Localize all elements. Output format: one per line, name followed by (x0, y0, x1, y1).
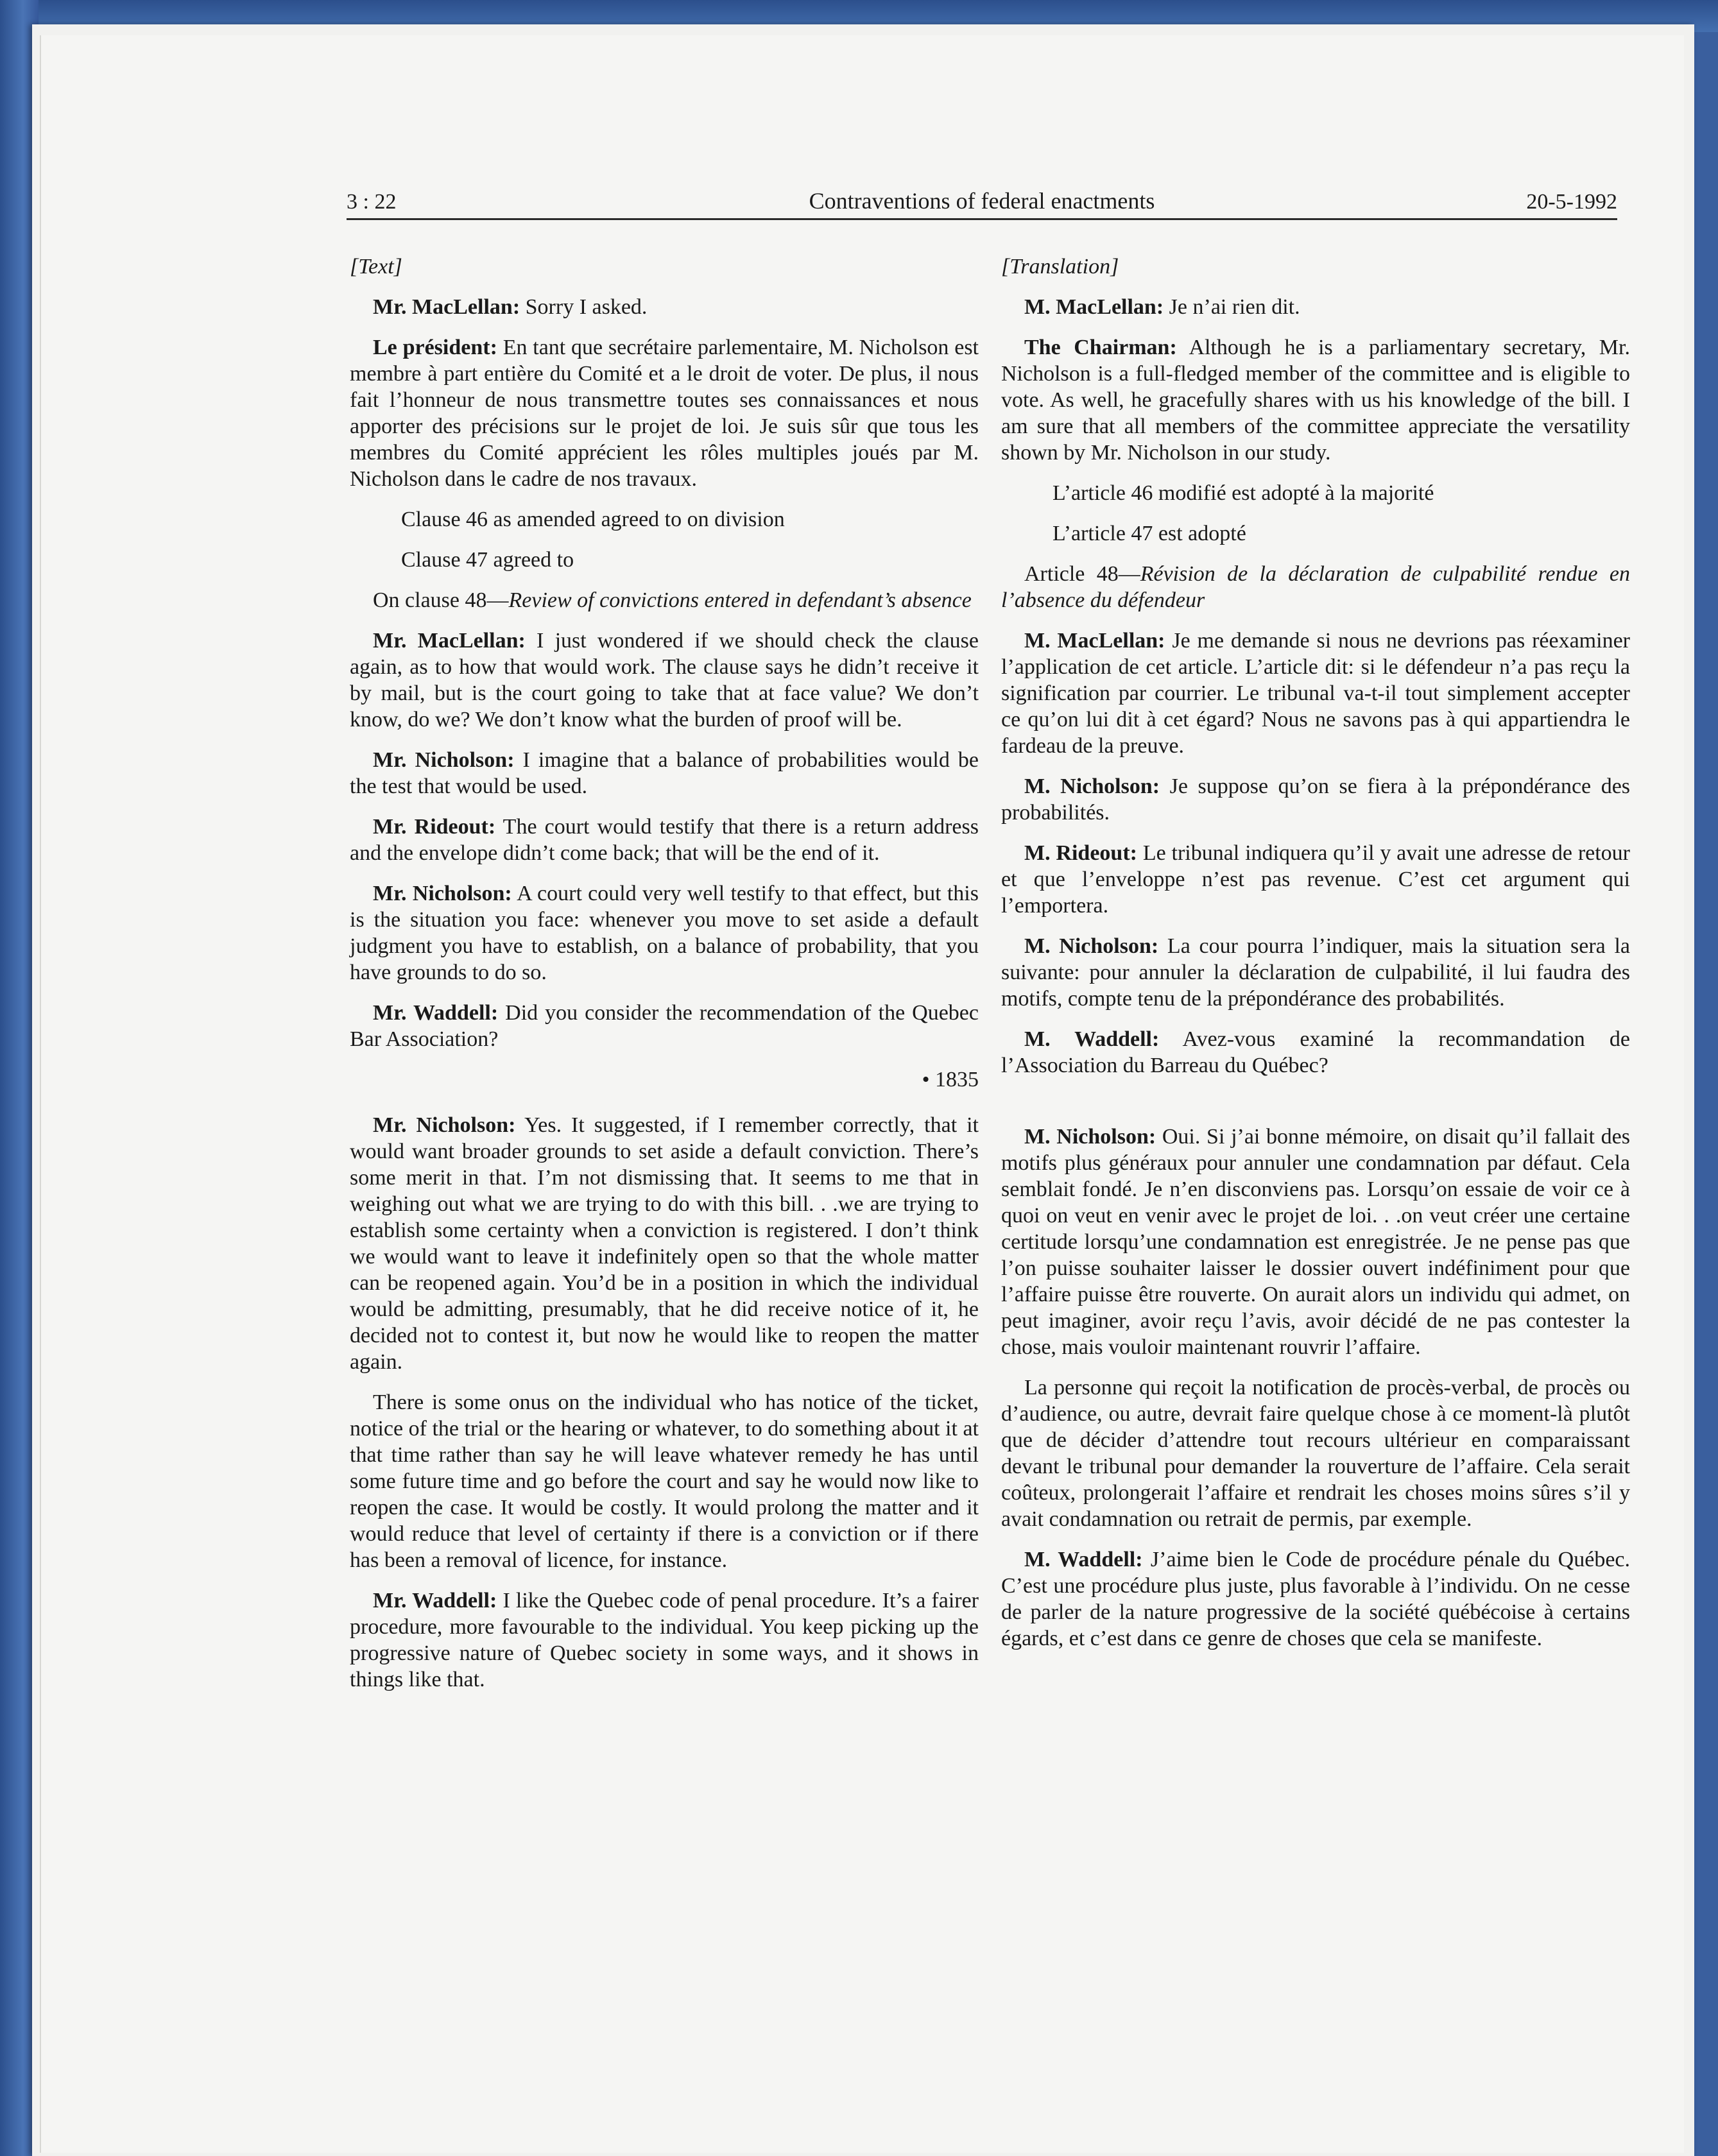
speech: Le tribunal indiquera qu’il y avait une adresse de retour et que l’enveloppe n’est pas revenue. C’est cet argument qui l’emportera. (1001, 841, 1630, 918)
speech: Avez-vous examiné la recommandation de l’Association du Barreau du Québec? (1001, 1027, 1630, 1077)
clause-title: Review of convictions entered in defendant’s absence (508, 588, 972, 612)
speaker: Mr. MacLellan: (373, 629, 526, 653)
speech: Je me demande si nous ne devrions pas réexaminer l’application de cet article. L’article dit: si le défendeur n’a pas reçu la signification par courrier. Le tribunal va-t-il tout simplement accepter ce qu’on lui dit à cet égard? Nous ne savons pas à qui appartiendra le fardeau de la preuve. (1001, 629, 1630, 758)
motion: Clause 47 agreed to (401, 548, 574, 572)
speech: Je n’ai rien dit. (1164, 295, 1300, 319)
speaker: M. Nicholson: (1024, 774, 1160, 798)
time-marker: • 1835 (922, 1068, 979, 1091)
speaker: Mr. Waddell: (373, 1589, 497, 1613)
speaker: M. Rideout: (1024, 841, 1137, 865)
page-number: 3 : 22 (347, 190, 397, 214)
speaker: M. MacLellan: (1024, 295, 1164, 319)
speech: I imagine that a balance of probabilities would be the test that would be used. (350, 748, 979, 798)
speaker: M. Nicholson: (1024, 934, 1159, 958)
french-column (1001, 253, 1630, 1666)
paragraph (1001, 773, 1630, 826)
paragraph (350, 1587, 979, 1693)
speaker: The Chairman: (1024, 336, 1177, 359)
translation-tag: [Translation] (1001, 255, 1119, 278)
speaker: Mr. Nicholson: (373, 1113, 516, 1137)
paragraph (350, 628, 979, 733)
clause-heading (1001, 561, 1630, 613)
speech: The court would testify that there is a return address and the envelope didn’t come back; that will be the end of it. (350, 815, 979, 865)
paragraph (350, 334, 979, 492)
paragraph (1001, 1026, 1630, 1079)
speech: Sorry I asked. (520, 295, 648, 319)
speaker: Mr. Waddell: (373, 1001, 499, 1025)
speech: I just wondered if we should check the clause again, as to how that would work. The clause says he didn’t receive it by mail, but is the court going to take that at face value? We don’t know, do we? We don’t know what the burden of proof will be. (350, 629, 979, 732)
paragraph (1001, 840, 1630, 919)
speaker: M. Waddell: (1024, 1548, 1143, 1571)
clause-title: Révision de la déclaration de culpabilité rendue en l’absence du défendeur (1001, 562, 1631, 612)
speech: La cour pourra l’indiquer, mais la situation sera la suivante: pour annuler la déclaration de culpabilité, il lui faudra des motifs, compte tenu de la prépondérance des probabilités. (1001, 934, 1630, 1011)
paragraph (1001, 334, 1630, 466)
paragraph (1001, 933, 1630, 1012)
running-title: Contraventions of federal enactments (809, 188, 1155, 214)
paragraph (350, 1000, 979, 1052)
text-tag: [Text] (350, 255, 402, 278)
speaker: Mr. MacLellan: (373, 295, 520, 319)
english-column (350, 253, 979, 1707)
speaker: M. Nicholson: (1024, 1125, 1156, 1149)
paragraph (1001, 294, 1630, 320)
spacer (1001, 1093, 1630, 1124)
paragraph (1001, 628, 1630, 759)
paragraph (350, 814, 979, 866)
speaker: Le président: (373, 336, 497, 359)
speech: En tant que secrétaire parlementaire, M. Nicholson est membre à part entière du Comité et a le droit de voter. De plus, il nous fait l’honneur de nous transmettre toutes ses connaissances et nous apporter des précisions sur le projet de loi. Je suis sûr que tous les membres du Comité apprécient les rôles multiples joués par M. Nicholson dans le cadre de nos travaux. (350, 336, 979, 491)
speech: A court could very well testify to that effect, but this is the situation you face: whenever you move to set aside a default judgment you have to establish, on a balance of probability, that you have grounds to do so. (350, 882, 979, 984)
header-date: 20-5-1992 (1526, 190, 1617, 214)
paragraph (1001, 1546, 1630, 1652)
clause-heading (350, 587, 979, 613)
speech: I like the Quebec code of penal procedure. It’s a fairer procedure, more favourable to the individual. You keep picking up the progressive nature of Quebec society in some ways, and it shows in things like that. (350, 1589, 979, 1691)
speech: Although he is a parliamentary secretary, Mr. Nicholson is a full-fledged member of the committee and is eligible to vote. As well, he gracefully shares with us his knowledge of the bill. I am sure that all members of the committee appreciate the versatility shown by Mr. Nicholson in our study. (1001, 336, 1630, 465)
paragraph (350, 294, 979, 320)
speaker: Mr. Nicholson: (373, 882, 512, 905)
speech: J’aime bien le Code de procédure pénale du Québec. C’est une procédure plus juste, plus favorable à l’individu. On ne cesse de parler de la nature progressive de la société québécoise à certains égards, et c’est dans ce genre de choses que cela se manifeste. (1001, 1548, 1630, 1650)
paragraph (1001, 1124, 1630, 1360)
speaker: M. MacLellan: (1024, 629, 1165, 653)
clause-prefix: Article 48— (1024, 562, 1140, 586)
speech: Je suppose qu’on se fiera à la prépondérance des probabilités. (1001, 774, 1631, 825)
speech: Did you consider the recommendation of the Quebec Bar Association? (350, 1001, 979, 1051)
speech: Yes. It suggested, if I remember correctly, that it would want broader grounds to set aside a default conviction. There’s some merit in that. I’m not dismissing that. It seems to me that in weighing out what we are trying to do with this bill. . .we are trying to establish some certainty when a conviction is registered. I don’t think we would want to leave it indefinitely open so that the whole matter can be reopened again. You’d be in a position in which the individual would be admitting, presumably, that he did receive notice of it, he decided not to contest it, but now he would like to reopen the matter again. (350, 1113, 979, 1374)
page-header (347, 180, 1617, 220)
clause-prefix: On clause 48— (373, 588, 509, 612)
motion: Clause 46 as amended agreed to on division (401, 508, 785, 531)
speaker: Mr. Rideout: (373, 815, 496, 839)
paragraph: La personne qui reçoit la notification de procès-verbal, de procès ou d’audience, ou autre, devrait faire quelque chose à ce moment-là plutôt que de décider d’attendre tout recours ultérieur en comparaissant devant le tribunal pour demander la rouverture de l’affaire. Cela serait coûteux, prolongerait l’affaire et rendrait les choses moins sûres s’il y avait condamnation ou retrait de permis, par exemple. (1001, 1376, 1630, 1531)
paragraph: There is some onus on the individual who has notice of the ticket, notice of the trial or the hearing or whatever, to do something about it at that time rather than say he will leave whatever remedy he has until some future time and go before the court and say he would now like to reopen the case. It would be costly. It would prolong the matter and it would reduce that level of certainty if there is a conviction or if there has been a removal of licence, for instance. (350, 1390, 979, 1572)
paragraph (350, 747, 979, 800)
speaker: M. Waddell: (1024, 1027, 1160, 1051)
speaker: Mr. Nicholson: (373, 748, 515, 772)
paragraph (350, 880, 979, 986)
speech: Oui. Si j’ai bonne mémoire, on disait qu’il fallait des motifs plus généraux pour annuler une condamnation par défaut. Cela semblait fondé. Je n’en disconviens pas. Lorsqu’on essaie de voir ce à quoi on veut en venir avec le projet de loi. . .on veut créer une certaine certitude lorsqu’une condamnation est enregistrée. Je ne pense pas que l’on puisse souhaiter laisser le dossier ouvert indéfiniment pour que l’affaire puisse être rouverte. On aurait alors un individu qui admet, on peut imaginer, avoir reçu l’avis, avoir décidé de ne pas contester la chose, mais vouloir maintenant rouvrir l’affaire. (1001, 1125, 1631, 1359)
paragraph (350, 1112, 979, 1375)
motion: L’article 46 modifié est adopté à la majorité (1052, 481, 1434, 505)
motion: L’article 47 est adopté (1052, 522, 1246, 545)
